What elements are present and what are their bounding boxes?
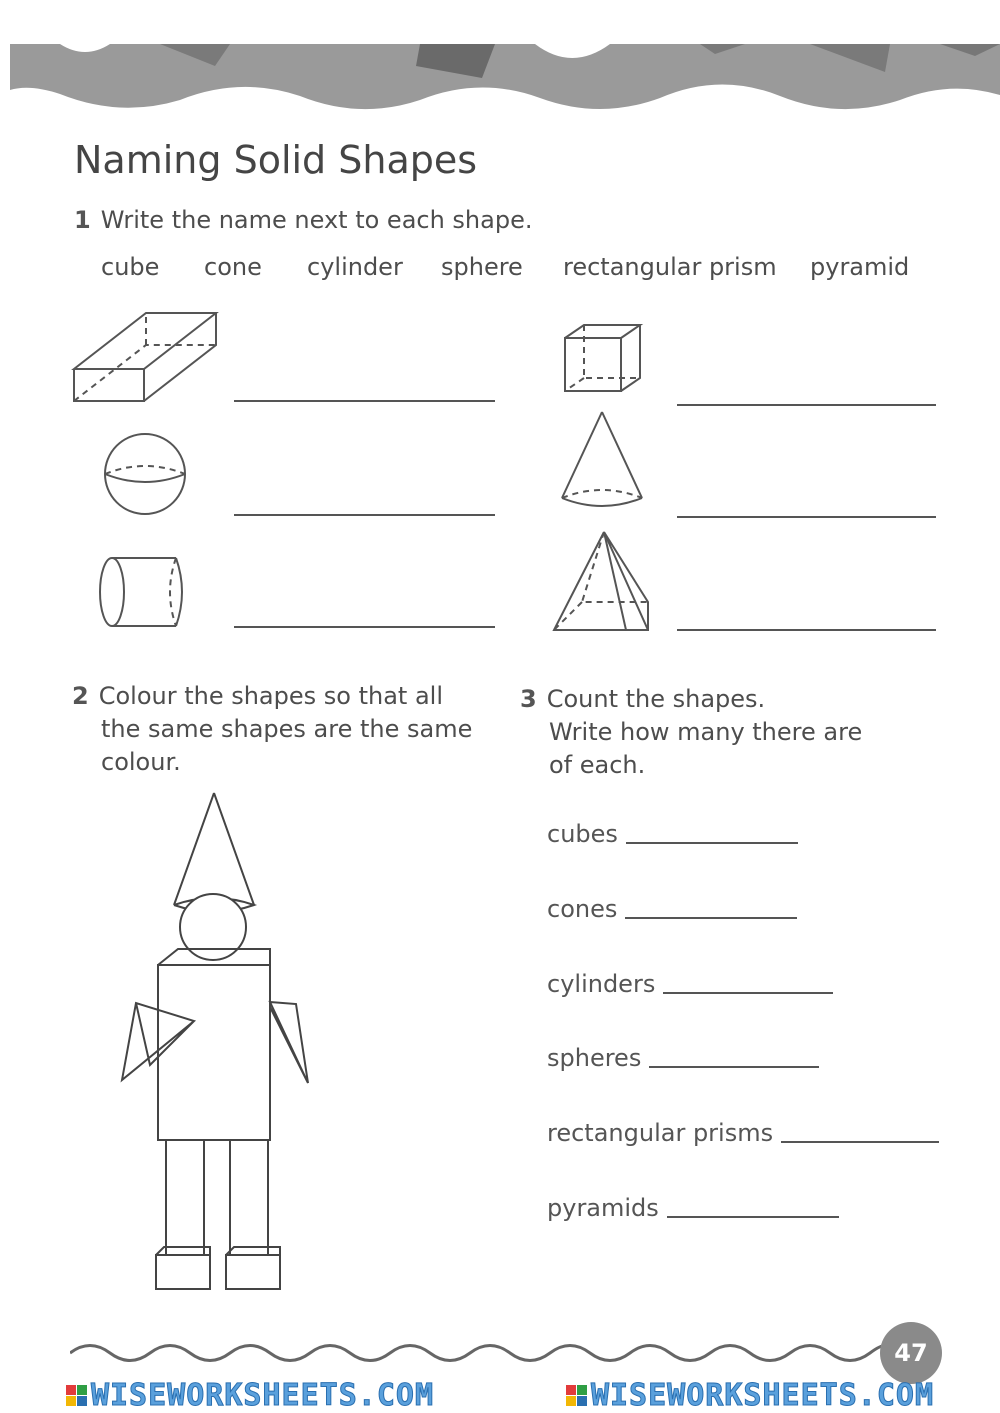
answer-line[interactable] bbox=[234, 626, 495, 628]
cylinder-shape bbox=[96, 554, 192, 630]
watermark bbox=[0, 1378, 1000, 1413]
word-bank-item: rectangular prism bbox=[563, 253, 777, 281]
count-answer-line[interactable] bbox=[667, 1216, 839, 1218]
question-number: 3 bbox=[520, 685, 537, 713]
cone-shape bbox=[556, 408, 648, 512]
word-bank-item: cube bbox=[101, 253, 160, 281]
question-1 bbox=[74, 206, 532, 234]
count-answer-line[interactable] bbox=[663, 992, 833, 994]
question-text-line: Colour the shapes so that all bbox=[98, 682, 443, 710]
sphere-shape bbox=[100, 430, 190, 518]
footer-wave bbox=[70, 1338, 890, 1368]
count-answer-line[interactable] bbox=[626, 842, 798, 844]
question-number: 2 bbox=[72, 682, 89, 710]
question-3 bbox=[520, 683, 862, 782]
watermark-logo-icon bbox=[566, 1385, 587, 1406]
count-label: pyramids bbox=[547, 1194, 659, 1222]
robot-right-leg-cylinder bbox=[230, 1140, 268, 1255]
question-text-line: Count the shapes. bbox=[546, 685, 766, 713]
count-row bbox=[547, 1044, 819, 1072]
word-bank-item: pyramid bbox=[810, 253, 910, 281]
question-2 bbox=[72, 680, 472, 779]
count-row bbox=[547, 970, 833, 998]
count-label: cones bbox=[547, 895, 618, 923]
robot-head-sphere bbox=[180, 894, 246, 960]
count-label: cubes bbox=[547, 820, 618, 848]
count-row bbox=[547, 820, 798, 848]
watermark-text: WISEWORKSHEETS.COM bbox=[590, 1378, 935, 1413]
rectangular-prism-shape bbox=[70, 305, 220, 405]
pyramid-shape bbox=[550, 528, 654, 634]
count-row bbox=[547, 1194, 839, 1222]
robot-right-arm-pyramid bbox=[270, 1002, 308, 1083]
word-bank-item: sphere bbox=[441, 253, 523, 281]
question-text-line: of each. bbox=[549, 751, 646, 779]
watermark-item bbox=[66, 1378, 434, 1413]
question-number: 1 bbox=[74, 206, 91, 234]
answer-line[interactable] bbox=[234, 400, 495, 402]
word-bank-item: cylinder bbox=[307, 253, 403, 281]
answer-line[interactable] bbox=[677, 516, 936, 518]
question-text-line: Write how many there are bbox=[549, 718, 863, 746]
count-label: rectangular prisms bbox=[547, 1119, 774, 1147]
count-answer-line[interactable] bbox=[649, 1066, 819, 1068]
count-row bbox=[547, 1119, 939, 1147]
question-text-line: colour. bbox=[101, 748, 181, 776]
robot-left-leg-cylinder bbox=[166, 1140, 204, 1255]
question-text: Write the name next to each shape. bbox=[100, 206, 533, 234]
count-answer-line[interactable] bbox=[781, 1141, 939, 1143]
count-label: spheres bbox=[547, 1044, 642, 1072]
answer-line[interactable] bbox=[234, 514, 495, 516]
robot-left-foot-cube bbox=[156, 1247, 210, 1289]
header-banner bbox=[0, 0, 1000, 140]
watermark-text: WISEWORKSHEETS.COM bbox=[90, 1378, 435, 1413]
count-row bbox=[547, 895, 797, 923]
robot-right-foot-cube bbox=[226, 1247, 280, 1289]
answer-line[interactable] bbox=[677, 629, 936, 631]
count-answer-line[interactable] bbox=[625, 917, 797, 919]
page-title: Naming Solid Shapes bbox=[74, 138, 478, 182]
answer-line[interactable] bbox=[677, 404, 936, 406]
question-text-line: the same shapes are the same bbox=[101, 715, 473, 743]
watermark-logo-icon bbox=[66, 1385, 87, 1406]
count-label: cylinders bbox=[547, 970, 656, 998]
robot-figure[interactable] bbox=[110, 785, 320, 1295]
word-bank-item: cone bbox=[204, 253, 262, 281]
cube-shape bbox=[562, 322, 644, 394]
watermark-item bbox=[566, 1378, 934, 1413]
page-number: 47 bbox=[880, 1322, 942, 1384]
robot-body-prism bbox=[158, 949, 270, 1140]
